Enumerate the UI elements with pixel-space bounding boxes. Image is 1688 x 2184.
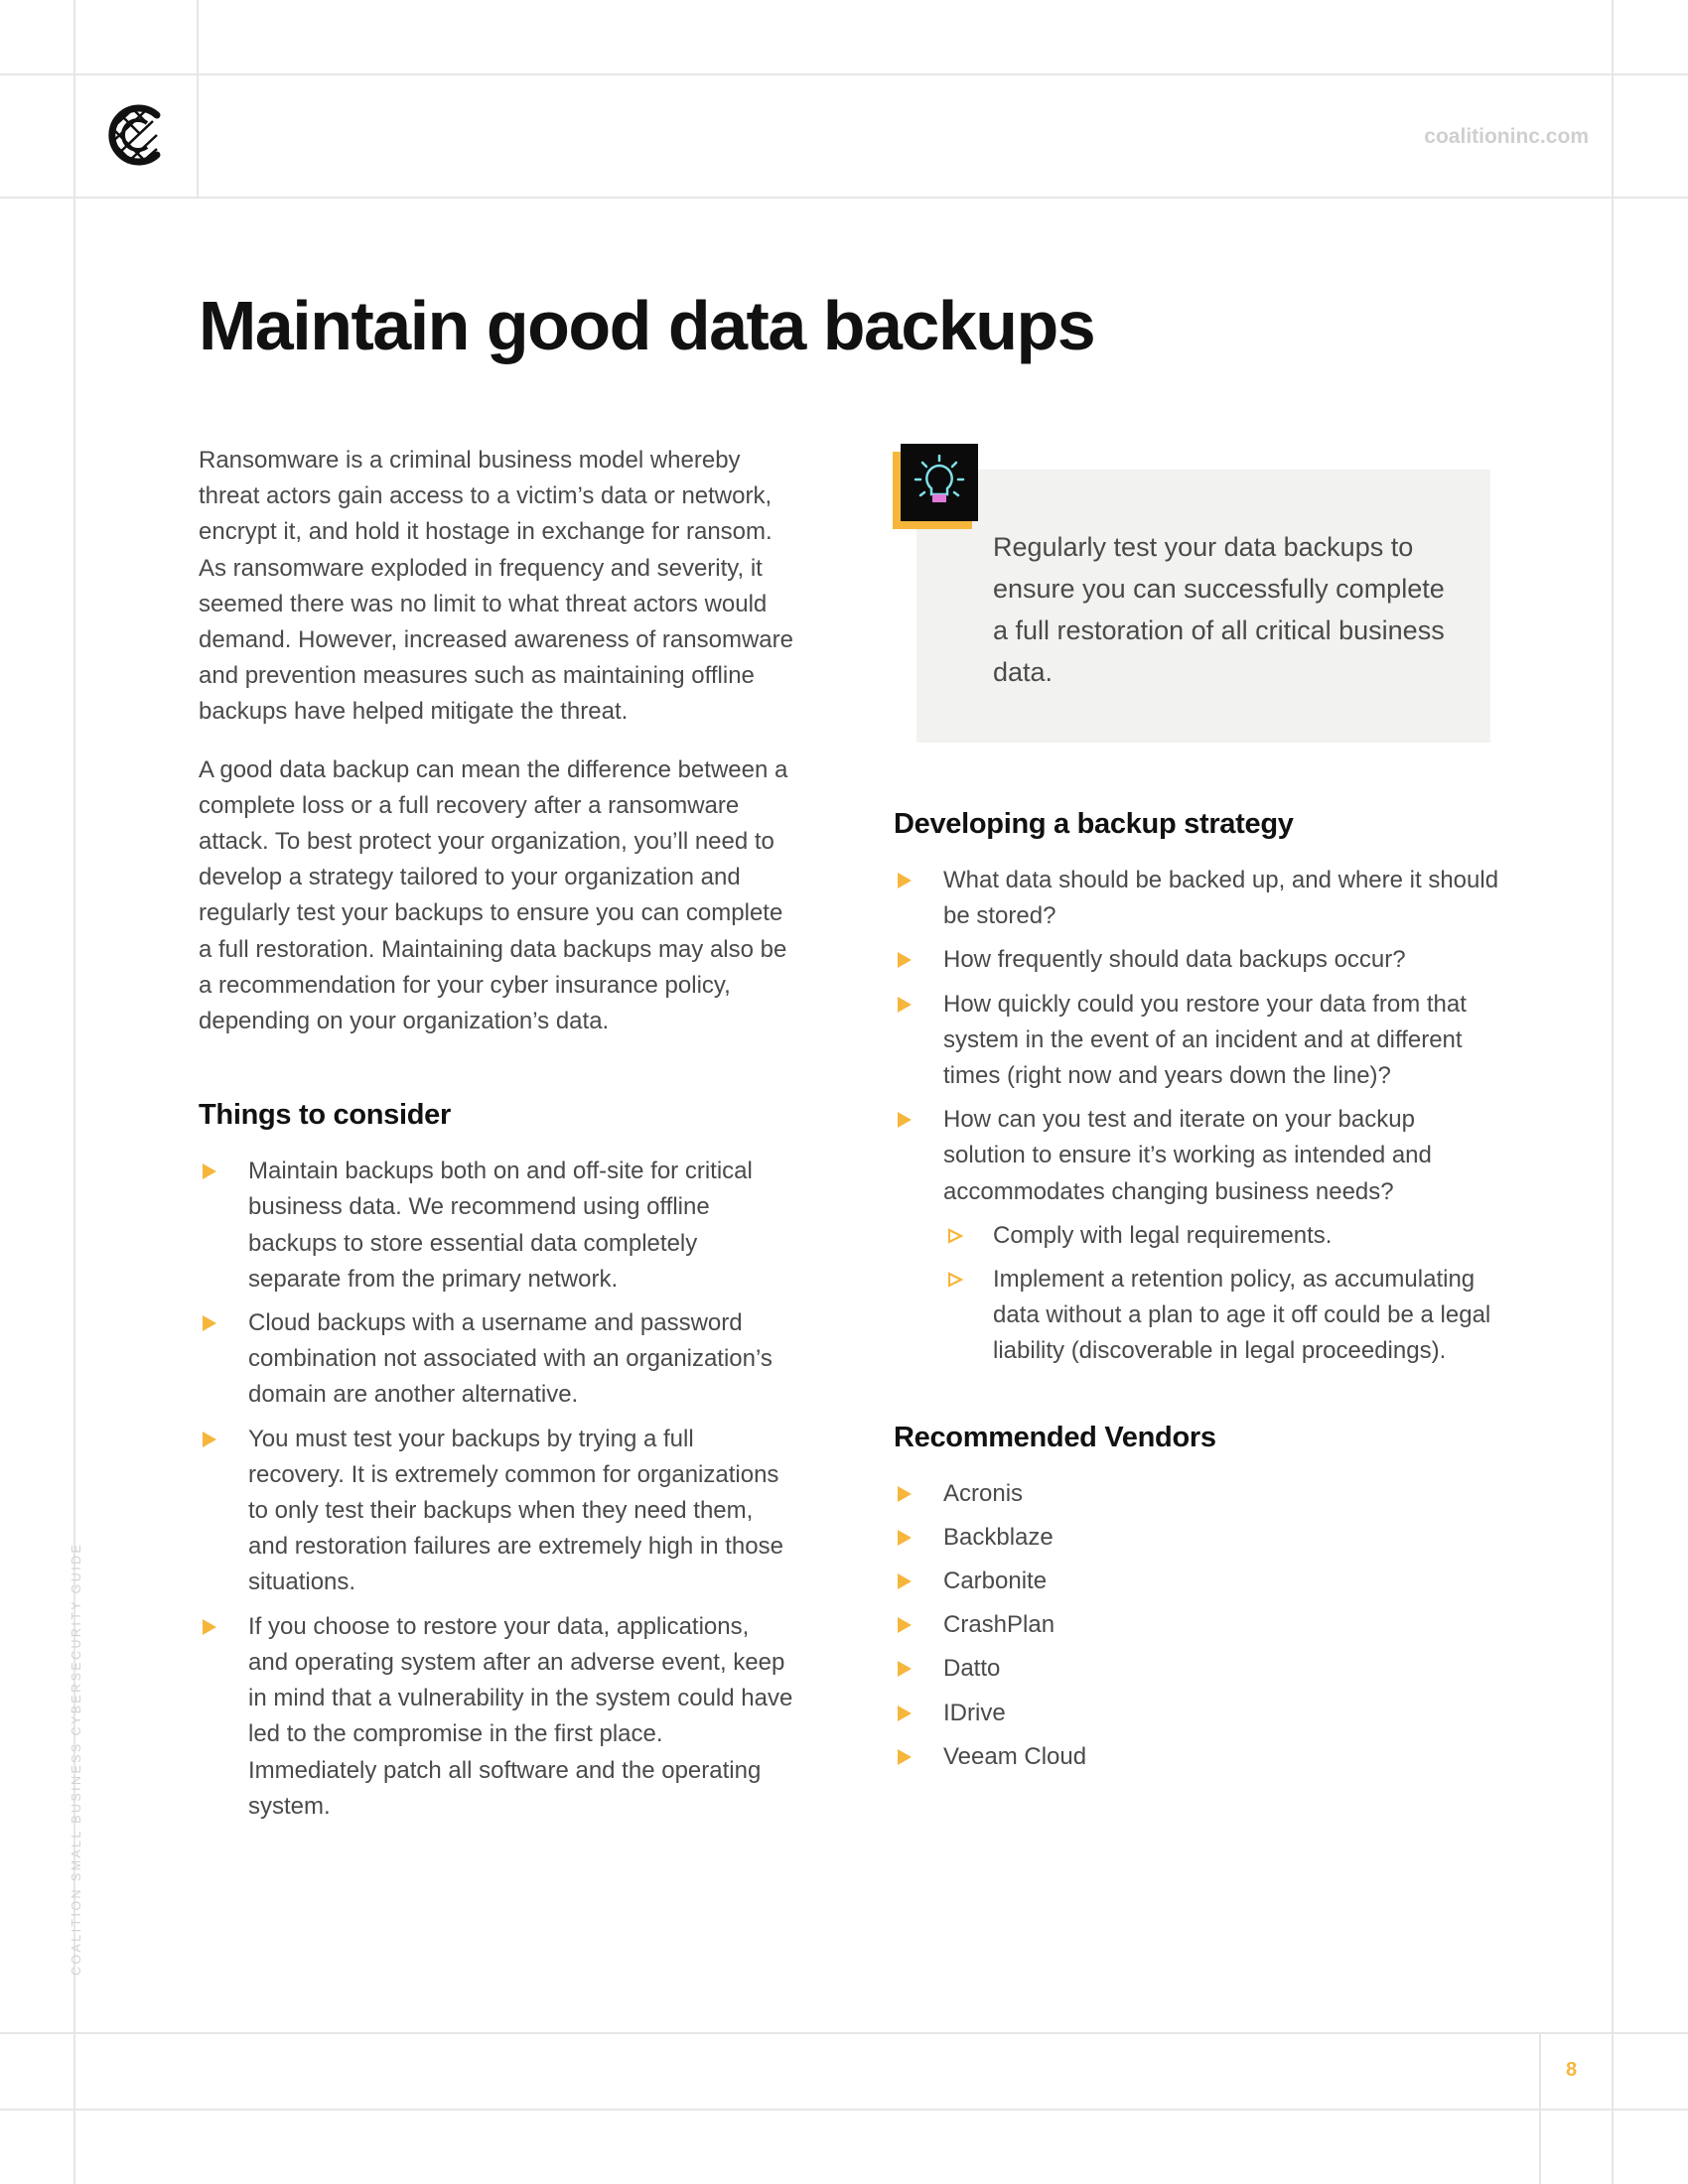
list-item: How can you test and iterate on your backup solution to ensure it’s working as intended and accommodates changing business needs? xyxy=(894,1102,1499,1210)
grid-line-header-divider xyxy=(197,0,199,197)
page-title: Maintain good data backups xyxy=(199,287,1095,364)
grid-line-footer-bottom xyxy=(0,2109,1688,2111)
bullet-triangle-icon xyxy=(203,1163,216,1179)
bullet-triangle-icon xyxy=(203,1432,216,1447)
grid-line-footer-top xyxy=(0,2032,1688,2034)
vendor-item: Veeam Cloud xyxy=(894,1739,1499,1775)
bullet-triangle-outline-icon xyxy=(947,1272,963,1288)
vendors-heading: Recommended Vendors xyxy=(894,1421,1216,1453)
grid-line-footer-divider xyxy=(1539,2032,1541,2184)
bullet-triangle-icon xyxy=(203,1619,216,1635)
intro-paragraph-1: Ransomware is a criminal business model whereby threat actors gain access to a victim’s data or network, encrypt it, and hold it hostage in exchange for ransom. As ransomware exploded in frequency and severity, it seemed there was no limit to what threat actors would demand. However, increased awareness of ransomware and prevention measures such as maintaining offline backups have helped mitigate the threat. xyxy=(199,447,793,726)
bullet-triangle-outline-icon xyxy=(947,1228,963,1244)
grid-line-top xyxy=(0,73,1688,75)
bullet-triangle-icon xyxy=(898,1112,912,1128)
list-item: How frequently should data backups occur? xyxy=(894,942,1499,978)
grid-line-right xyxy=(1612,0,1614,2184)
intro-paragraph-2: A good data backup can mean the difference between a complete loss or a full recovery after a ransomware attack. To best protect your organization, you’ll need to develop a strategy tailored to your organization and regularly test your backups to ensure you can complete a full restoration. Maintaining data backups may also be a recommendation for your cyber insurance policy, depending on your organization’s data. xyxy=(199,755,788,1035)
coalition-logo-icon xyxy=(101,99,171,171)
lightbulb-icon xyxy=(901,444,978,521)
callout-text: Regularly test your data backups to ensure you can successfully complete a full restoration of all critical business data. xyxy=(993,532,1445,687)
things-to-consider-list xyxy=(199,1154,794,1825)
list-item: Cloud backups with a username and password combination not associated with an organization’s domain are another alternative. xyxy=(199,1305,794,1414)
bullet-triangle-icon xyxy=(898,1617,912,1633)
grid-line-header xyxy=(0,197,1688,199)
list-item: What data should be backed up, and where it should be stored? xyxy=(894,863,1499,934)
list-item: Maintain backups both on and off-site for critical business data. We recommend using offline backups to store essential data completely separate from the primary network. xyxy=(199,1154,794,1297)
strategy-heading: Developing a backup strategy xyxy=(894,808,1294,840)
strategy-list xyxy=(894,863,1499,1370)
bullet-triangle-icon xyxy=(898,1661,912,1677)
vendor-item: CrashPlan xyxy=(894,1607,1499,1643)
right-column xyxy=(894,808,1499,1783)
left-column xyxy=(199,443,794,1833)
vendor-item: IDrive xyxy=(894,1696,1499,1731)
vendor-item: Backblaze xyxy=(894,1520,1499,1556)
vendor-item: Datto xyxy=(894,1651,1499,1687)
list-item: If you choose to restore your data, applications, and operating system after an adverse event, keep in mind that a vulnerability in the system could have led to the compromise in the first place. Immediately patch all software and the operating system. xyxy=(199,1609,794,1825)
sub-list-item: Comply with legal requirements. xyxy=(894,1218,1499,1254)
vendor-item: Acronis xyxy=(894,1476,1499,1512)
vendors-list xyxy=(894,1476,1499,1775)
bullet-triangle-icon xyxy=(898,1706,912,1721)
side-guide-label: COALITION SMALL BUSINESS CYBERSECURITY GUIDE xyxy=(70,1542,83,1976)
bullet-triangle-icon xyxy=(898,1530,912,1546)
list-item: How quickly could you restore your data from that system in the event of an incident and at different times (right now and years down the line)? xyxy=(894,987,1499,1095)
bullet-triangle-icon xyxy=(898,873,912,888)
sub-list-item: Implement a retention policy, as accumulating data without a plan to age it off could be a legal liability (discoverable in legal proceedings). xyxy=(894,1262,1499,1370)
bullet-triangle-icon xyxy=(898,1749,912,1765)
things-to-consider-heading: Things to consider xyxy=(199,1099,452,1132)
site-url[interactable]: coalitioninc.com xyxy=(1424,125,1589,148)
bullet-triangle-icon xyxy=(898,952,912,968)
list-item: You must test your backups by trying a full recovery. It is extremely common for organizations to only test their backups when they need them, and restoration failures are extremely high in those situations. xyxy=(199,1422,794,1601)
bullet-triangle-icon xyxy=(898,997,912,1013)
bullet-triangle-icon xyxy=(898,1486,912,1502)
page-number: 8 xyxy=(1566,2059,1578,2081)
vendor-item: Carbonite xyxy=(894,1564,1499,1599)
bullet-triangle-icon xyxy=(203,1315,216,1331)
bullet-triangle-icon xyxy=(898,1573,912,1589)
